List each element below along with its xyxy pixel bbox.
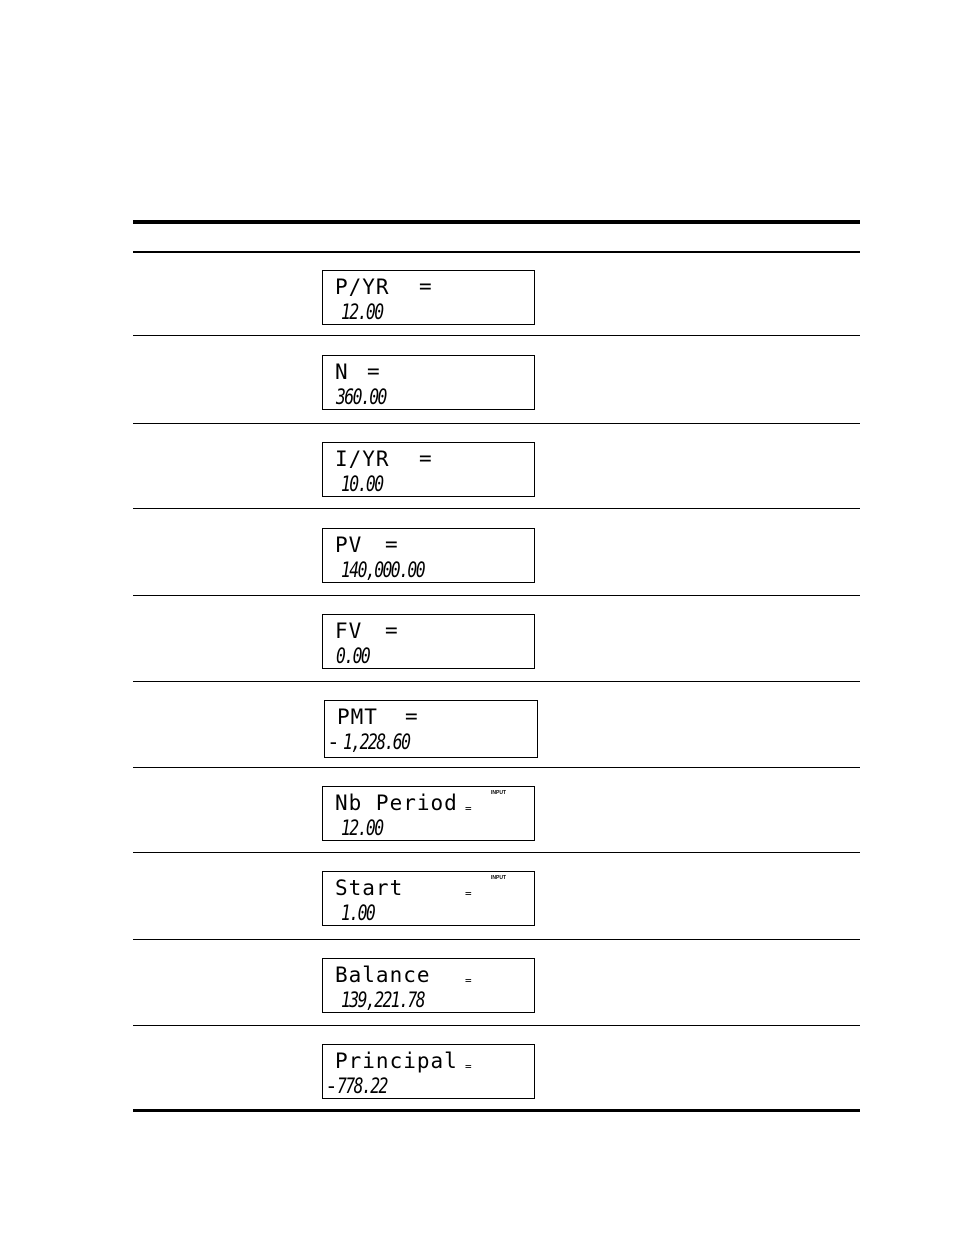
lcd-value: 12.00: [341, 300, 383, 324]
lcd-minus-sign: -: [325, 1074, 338, 1098]
lcd-equals: =: [385, 532, 398, 556]
row-divider: [133, 508, 860, 509]
lcd-equals: =: [465, 887, 472, 900]
row-divider: [133, 335, 860, 336]
lcd-equals: =: [465, 1060, 472, 1073]
lcd-display-iyr: [322, 442, 535, 497]
lcd-label: PV: [335, 533, 363, 557]
row-divider: [133, 852, 860, 853]
lcd-display-start: [322, 871, 535, 926]
lcd-display-pmt: [324, 700, 538, 758]
lcd-value: 360.00: [336, 385, 386, 409]
lcd-label: Start: [335, 876, 404, 900]
lcd-equals: =: [465, 802, 472, 815]
row-divider: [133, 939, 860, 940]
lcd-value: 12.00: [341, 816, 383, 840]
lcd-label: I/YR: [335, 447, 390, 471]
row-divider: [133, 767, 860, 768]
lcd-value: 10.00: [341, 472, 383, 496]
lcd-display-fv: [322, 614, 535, 669]
lcd-equals: =: [465, 974, 472, 987]
row-divider: [133, 1025, 860, 1026]
lcd-label: P/YR: [335, 275, 390, 299]
lcd-value: 140,000.00: [341, 558, 425, 582]
row-divider: [133, 681, 860, 682]
table-top-rule: [133, 220, 860, 224]
lcd-value: 1,228.60: [343, 730, 410, 754]
row-divider: [133, 595, 860, 596]
lcd-label: Balance: [335, 963, 431, 987]
lcd-minus-sign: -: [327, 730, 340, 754]
table-header-rule: [133, 251, 860, 253]
row-divider: [133, 423, 860, 424]
lcd-display-n: [322, 355, 535, 410]
lcd-equals: =: [405, 704, 418, 728]
lcd-equals: =: [385, 618, 398, 642]
lcd-display-principal: [322, 1044, 535, 1099]
lcd-label: FV: [335, 619, 363, 643]
lcd-label: Nb Period: [335, 791, 458, 815]
lcd-equals: =: [367, 359, 380, 383]
lcd-label: Principal: [335, 1049, 458, 1073]
lcd-display-pv: [322, 528, 535, 583]
lcd-equals: =: [419, 446, 432, 470]
lcd-label: PMT: [337, 705, 378, 729]
lcd-value: 778.22: [337, 1074, 387, 1098]
lcd-value: 1.00: [341, 901, 375, 925]
input-annunciator: INPUT: [491, 875, 506, 881]
lcd-value: 139,221.78: [341, 988, 425, 1012]
input-annunciator: INPUT: [491, 790, 506, 796]
lcd-value: 0.00: [336, 644, 370, 668]
lcd-display-pyr: [322, 270, 535, 325]
lcd-equals: =: [419, 274, 432, 298]
table-bottom-rule: [133, 1109, 860, 1112]
lcd-display-nb-period: [322, 786, 535, 841]
lcd-display-balance: [322, 958, 535, 1013]
lcd-label: N: [335, 360, 349, 384]
